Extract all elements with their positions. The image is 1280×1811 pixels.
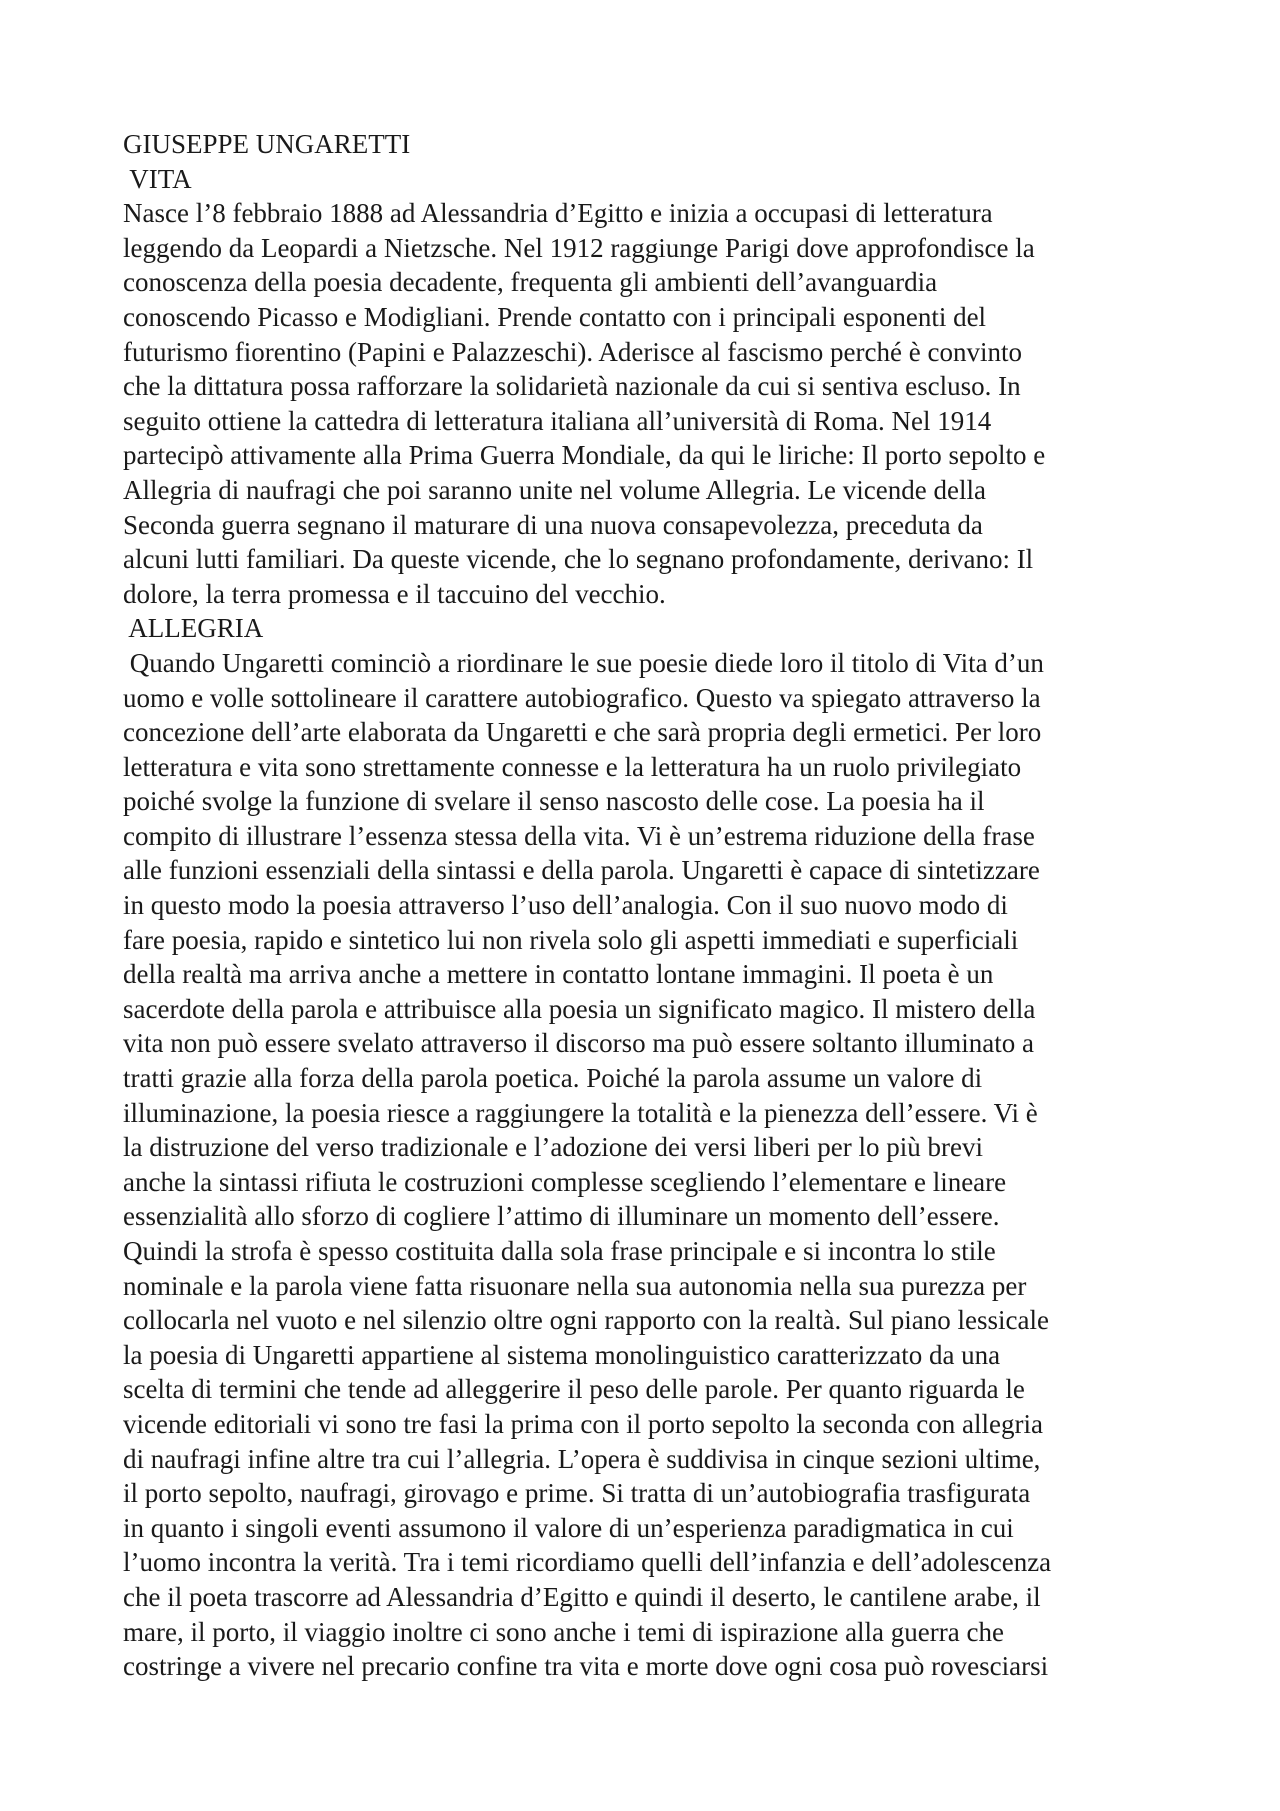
text-line: mare, il porto, il viaggio inoltre ci sono anche i temi di ispirazione alla guerra che <box>123 1616 1004 1647</box>
text-line: anche la sintassi rifiuta le costruzioni complesse scegliendo l’elementare e lineare <box>123 1166 1007 1197</box>
text-line: illuminazione, la poesia riesce a raggiungere la totalità e la pienezza dell’essere. Vi è <box>123 1097 1038 1128</box>
text-line: la distruzione del verso tradizionale e l’adozione dei versi liberi per lo più brevi <box>123 1132 983 1163</box>
text-line: compito di illustrare l’essenza stessa della vita. Vi è un’estrema riduzione della frase <box>123 820 1035 851</box>
text-line: costringe a vivere nel precario confine tra vita e morte dove ogni cosa può rovesciarsi <box>123 1651 1049 1682</box>
text-line: essenzialità allo sforzo di cogliere l’attimo di illuminare un momento dell’essere. <box>123 1201 1000 1232</box>
text-line: letteratura e vita sono strettamente connesse e la letteratura ha un ruolo privilegiato <box>123 751 1022 782</box>
text-line: poiché svolge la funzione di svelare il senso nascosto delle cose. La poesia ha il <box>123 786 985 817</box>
text-line: uomo e volle sottolineare il carattere autobiografico. Questo va spiegato attraverso la <box>123 682 1041 713</box>
section-body-allegria <box>123 646 1173 1684</box>
text-line: alcuni lutti familiari. Da queste vicende, che lo segnano profondamente, derivano: Il <box>123 544 1034 575</box>
document-title: GIUSEPPE UNGARETTI <box>123 129 411 159</box>
text-line: dolore, la terra promessa e il taccuino del vecchio. <box>123 578 666 609</box>
text-line: in questo modo la poesia attraverso l’uso dell’analogia. Con il suo nuovo modo di <box>123 890 1008 921</box>
text-line: futurismo fiorentino (Papini e Palazzeschi). Aderisce al fascismo perché è convinto <box>123 336 1022 367</box>
text-line: che la dittatura possa rafforzare la solidarietà nazionale da cui si sentiva escluso. In <box>123 371 1021 402</box>
text-line: concezione dell’arte elaborata da Ungaretti e che sarà propria degli ermetici. Per loro <box>123 717 1042 748</box>
text-line: nominale e la parola viene fatta risuonare nella sua autonomia nella sua purezza per <box>123 1270 1027 1301</box>
text-line: in quanto i singoli eventi assumono il valore di un’esperienza paradigmatica in cui <box>123 1512 1014 1543</box>
text-line: Allegria di naufragi che poi saranno unite nel volume Allegria. Le vicende della <box>123 474 986 505</box>
text-line: conoscenza della poesia decadente, frequenta gli ambienti dell’avanguardia <box>123 267 938 298</box>
text-line: seguito ottiene la cattedra di letteratura italiana all’università di Roma. Nel 1914 <box>123 405 992 436</box>
text-line: Quando Ungaretti cominciò a riordinare le sue poesie diede loro il titolo di Vita d’un <box>123 647 1044 678</box>
text-line: Seconda guerra segnano il maturare di una nuova consapevolezza, preceduta da <box>123 509 983 540</box>
text-line: tratti grazie alla forza della parola poetica. Poiché la parola assume un valore di <box>123 1063 983 1094</box>
section-allegria <box>123 611 1173 1683</box>
section-body-vita <box>123 196 1173 611</box>
text-line: l’uomo incontra la verità. Tra i temi ricordiamo quelli dell’infanzia e dell’adolescenza <box>123 1547 1052 1578</box>
text-line: partecipò attivamente alla Prima Guerra Mondiale, da qui le liriche: Il porto sepolto e <box>123 440 1046 471</box>
document-page <box>123 127 1173 1684</box>
text-line: Quindi la strofa è spesso costituita dalla sola frase principale e si incontra lo stile <box>123 1236 996 1266</box>
text-line: vita non può essere svelato attraverso il discorso ma può essere soltanto illuminato a <box>123 1028 1035 1059</box>
text-line: alle funzioni essenziali della sintassi e della parola. Ungaretti è capace di sintetizzare <box>123 855 1040 886</box>
text-line: sacerdote della parola e attribuisce alla poesia un significato magico. Il mistero della <box>123 993 1036 1024</box>
text-line: il porto sepolto, naufragi, girovago e prime. Si tratta di un’autobiografia trasfigurata <box>123 1478 1031 1509</box>
text-line: collocarla nel vuoto e nel silenzio oltre ogni rapporto con la realtà. Sul piano lessicale <box>123 1305 1049 1336</box>
text-line: di naufragi infine altre tra cui l’allegria. L’opera è suddivisa in cinque sezioni ultime, <box>123 1443 1041 1474</box>
text-line: della realtà ma arriva anche a mettere in contatto lontane immagini. Il poeta è un <box>123 959 994 990</box>
text-line: vicende editoriali vi sono tre fasi la prima con il porto sepolto la seconda con allegria <box>123 1408 1043 1439</box>
section-heading-allegria: ALLEGRIA <box>123 613 264 644</box>
text-line: conoscendo Picasso e Modigliani. Prende contatto con i principali esponenti del <box>123 301 987 332</box>
text-line: fare poesia, rapido e sintetico lui non rivela solo gli aspetti immediati e superficiali <box>123 924 1019 955</box>
text-line: leggendo da Leopardi a Nietzsche. Nel 1912 raggiunge Parigi dove approfondisce la <box>123 232 1035 263</box>
section-heading-vita: VITA <box>123 163 192 194</box>
text-line: la poesia di Ungaretti appartiene al sistema monolinguistico caratterizzato da una <box>123 1339 1001 1370</box>
text-line: scelta di termini che tende ad alleggerire il peso delle parole. Per quanto riguarda le <box>123 1374 1025 1405</box>
text-line: Nasce l’8 febbraio 1888 ad Alessandria d’Egitto e inizia a occupasi di letteratura <box>123 198 993 229</box>
text-line: che il poeta trascorre ad Alessandria d’Egitto e quindi il deserto, le cantilene arabe, il <box>123 1581 1041 1612</box>
section-vita <box>123 162 1173 612</box>
